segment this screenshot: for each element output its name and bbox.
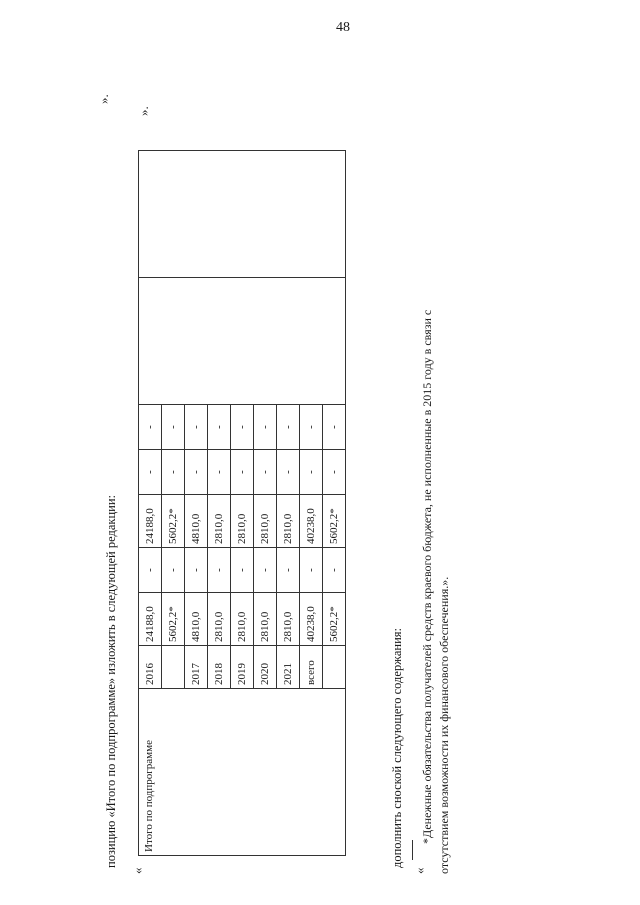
cell-c2: -: [300, 548, 323, 593]
cell-c3: 40238,0: [300, 495, 323, 548]
cell-c5: -: [139, 405, 162, 450]
cell-c1: 4810,0: [185, 593, 208, 646]
cell-c2: -: [277, 548, 300, 593]
cell-c4: -: [231, 450, 254, 495]
cell-c1: 2810,0: [231, 593, 254, 646]
page-number: 48: [336, 20, 350, 35]
cell-c1: 2810,0: [277, 593, 300, 646]
cell-year: [323, 646, 346, 689]
cell-year: 2018: [208, 646, 231, 689]
cell-c2: -: [185, 548, 208, 593]
subprogram-total-table: [138, 150, 346, 856]
cell-c4: -: [208, 450, 231, 495]
cell-c2: -: [208, 548, 231, 593]
cell-year: [162, 646, 185, 689]
cell-year: 2016: [139, 646, 162, 689]
cell-c1: 40238,0: [300, 593, 323, 646]
supplement-text: дополнить сноской следующего содержания:: [390, 627, 404, 868]
cell-c4: -: [277, 450, 300, 495]
cell-year: 2019: [231, 646, 254, 689]
empty-cell-1: [139, 278, 346, 405]
cell-year: 2020: [254, 646, 277, 689]
table-row: [139, 151, 162, 856]
rotated-content: [96, 54, 500, 874]
cell-c4: -: [162, 450, 185, 495]
footnote-line-1: *Денежные обязательства получателей средств краевого бюджета, не исполненные в 2015 году в связи с: [420, 309, 434, 844]
cell-c4: -: [185, 450, 208, 495]
cell-c3: 24188,0: [139, 495, 162, 548]
cell-c3: 5602,2*: [162, 495, 185, 548]
cell-c3: 2810,0: [277, 495, 300, 548]
footnote-rule: [412, 840, 413, 860]
cell-c5: -: [162, 405, 185, 450]
cell-c2: -: [139, 548, 162, 593]
top-close-quote: ».: [96, 94, 111, 104]
cell-c2: -: [162, 548, 185, 593]
cell-c4: -: [254, 450, 277, 495]
cell-year: 2021: [277, 646, 300, 689]
cell-c3: 4810,0: [185, 495, 208, 548]
cell-c5: -: [231, 405, 254, 450]
footnote-line-2: отсутствием возможности их финансового обеспечения.».: [437, 576, 451, 874]
cell-c5: -: [277, 405, 300, 450]
table-body: [139, 151, 346, 856]
cell-c5: -: [254, 405, 277, 450]
cell-c4: -: [323, 450, 346, 495]
open-quote: «: [130, 867, 145, 874]
cell-c4: -: [139, 450, 162, 495]
cell-c2: -: [231, 548, 254, 593]
cell-c5: -: [185, 405, 208, 450]
cell-c1: 24188,0: [139, 593, 162, 646]
cell-c5: -: [323, 405, 346, 450]
cell-c3: 2810,0: [208, 495, 231, 548]
cell-c1: 2810,0: [254, 593, 277, 646]
cell-c4: -: [300, 450, 323, 495]
cell-c5: -: [208, 405, 231, 450]
cell-c1: 5602,2*: [323, 593, 346, 646]
cell-c3: 2810,0: [254, 495, 277, 548]
close-quote: ».: [136, 106, 151, 116]
footnote-open-quote: «: [412, 867, 427, 874]
cell-c5: -: [300, 405, 323, 450]
cell-year: всего: [300, 646, 323, 689]
intro-text: позицию «Итого по подпрограмме» изложить в следующей редакции:: [104, 495, 118, 868]
cell-year: 2017: [185, 646, 208, 689]
cell-c3: 2810,0: [231, 495, 254, 548]
cell-c2: -: [323, 548, 346, 593]
cell-c1: 2810,0: [208, 593, 231, 646]
cell-c1: 5602,2*: [162, 593, 185, 646]
row-label: Итого по подпрограмме: [139, 689, 346, 856]
empty-cell-2: [139, 151, 346, 278]
cell-c3: 5602,2*: [323, 495, 346, 548]
cell-c2: -: [254, 548, 277, 593]
